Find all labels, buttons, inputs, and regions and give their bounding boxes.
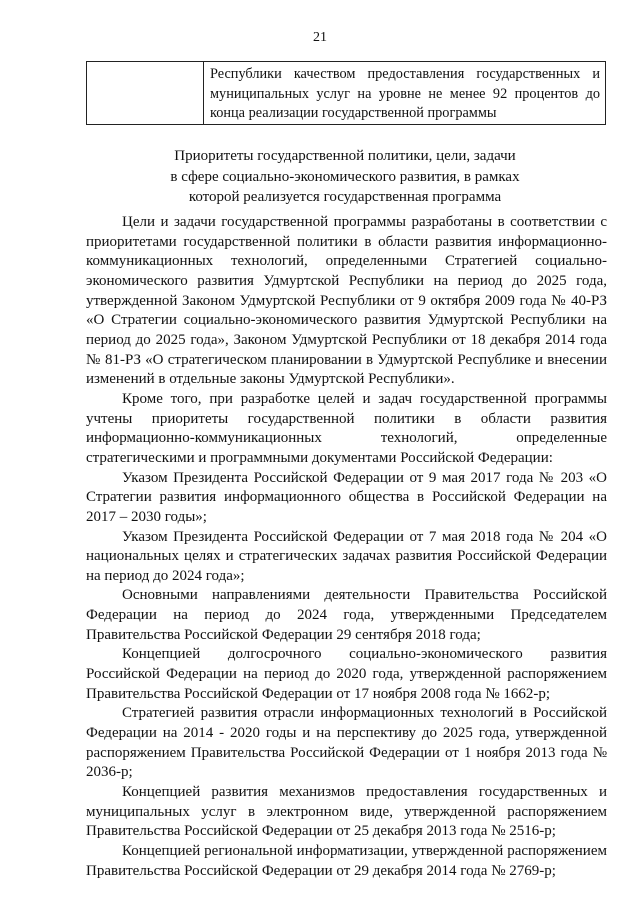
paragraph-regional-informatization: Концепцией региональной информатизации, утвержденной распоряжением Правительства Российской Федерации от 29 декабря 2014 года № 2769-р; <box>86 843 607 879</box>
paragraph-decree-203: Указом Президента Российской Федерации от 9 мая 2017 года № 203 «О Стратегии развития информационного общества в Российской Федерации на 2017 – 2030 годы»; <box>86 469 607 525</box>
document-body <box>86 213 607 881</box>
section-heading <box>120 146 570 208</box>
paragraph-concept-2020: Концепцией долгосрочного социально-экономического развития Российской Федерации на период до 2020 года, утвержденной распоряжением Правительства Российской Федерации от 17 ноября 2008 года № 1662-р; <box>86 646 607 702</box>
table-cell-empty <box>87 62 204 124</box>
heading-line: которой реализуется государственная программа <box>188 189 502 205</box>
paragraph-it-strategy: Стратегией развития отрасли информационных технологий в Российской Федерации на 2014 - 2020 годы и на перспективу до 2025 года, утвержденной распоряжением Правительства Российской Федерации от 1 ноября 2013 года № 2036-р; <box>86 705 607 781</box>
paragraph-decree-204: Указом Президента Российской Федерации от 7 мая 2018 года № 204 «О национальных целях и стратегических задачах развития Российской Федерации на период до 2024 года»; <box>86 528 607 584</box>
page-number: 21 <box>313 30 327 45</box>
paragraph-e-services-concept: Концепцией развития механизмов предоставления государственных и муниципальных услуг в электронном виде, утвержденной распоряжением Правительства Российской Федерации от 25 декабря 2013 года № 2516-р; <box>86 784 607 840</box>
heading-line: Приоритеты государственной политики, цели, задачи <box>174 148 516 164</box>
paragraph-government-directions: Основными направлениями деятельности Правительства Российской Федерации на период до 2024 года, утвержденными Председателем Правительства Российской Федерации 29 сентября 2018 года; <box>86 587 607 643</box>
continued-table <box>86 61 606 125</box>
heading-line: в сфере социально-экономического развития, в рамках <box>170 168 520 185</box>
paragraph-goals: Цели и задачи государственной программы разработаны в соответствии с приоритетами государственной политики в области развития информационно-коммуникационных технологий, определенными Стратегией социально-экономического развития Удмуртской Республики на период до 2025 года, утвержденной Законом Удмуртской Республики от 9 октября 2009 года № 40-РЗ «О Стратегии социально-экономического развития Удмуртской Республики на период до 2025 года», Законом Удмуртской Республики от 18 декабря 2014 года № 81-РЗ «О стратегическом планировании в Удмуртской Республике и внесении изменений в отдельные законы Удмуртской Республики». <box>86 214 607 388</box>
table-cell-text: Республики качеством предоставления государственных и муниципальных услуг на уровне не менее 92 процентов до конца реализации государственной программы <box>210 66 600 121</box>
paragraph-priorities: Кроме того, при разработке целей и задач государственной программы учтены приоритеты государственной политики в области развития информационно-коммуникационных технологий, определенные стратегическими и программными документами Российской Федерации: <box>86 390 607 466</box>
